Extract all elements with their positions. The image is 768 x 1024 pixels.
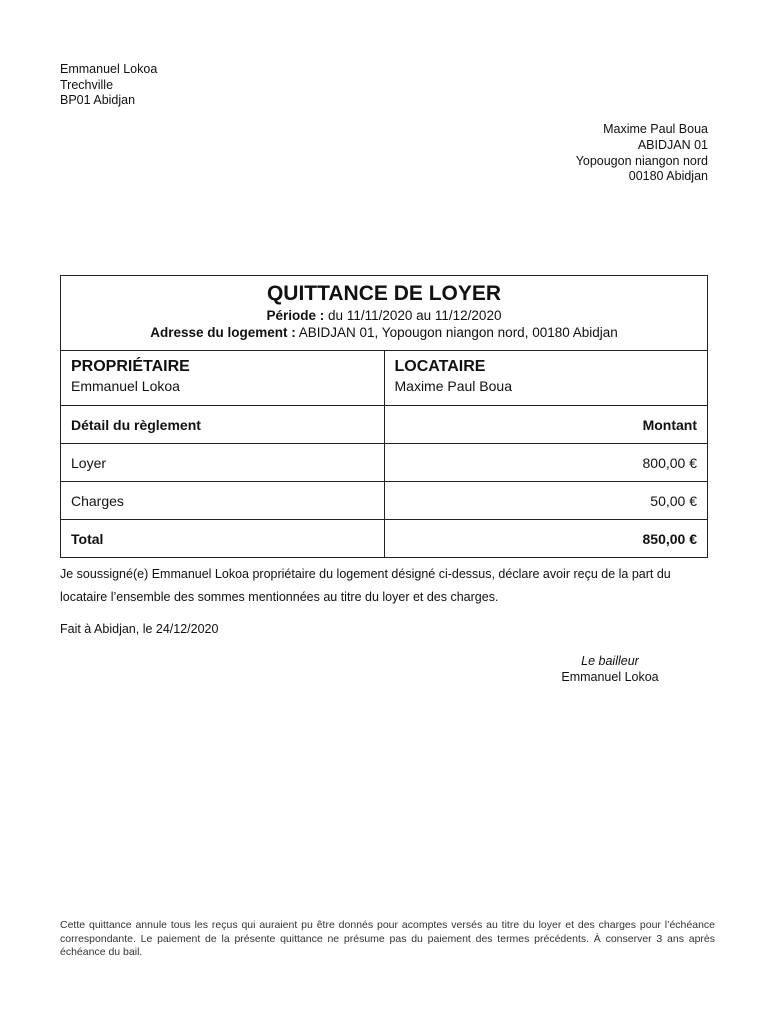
address-label: Adresse du logement : bbox=[150, 325, 296, 340]
owner-name: Emmanuel Lokoa bbox=[71, 378, 180, 394]
receipt-header-row bbox=[61, 276, 708, 351]
total-amount: 850,00 € bbox=[384, 520, 708, 558]
detail-column-header: Détail du règlement bbox=[61, 406, 385, 444]
recipient-address-line-3: 00180 Abidjan bbox=[628, 169, 708, 184]
owner-cell bbox=[61, 351, 385, 406]
line-label: Loyer bbox=[61, 444, 385, 482]
sender-address-line-1: Trechville bbox=[60, 77, 114, 92]
table-row bbox=[61, 444, 708, 482]
receipt-table bbox=[60, 275, 708, 558]
amount-column-header: Montant bbox=[384, 406, 708, 444]
payment-columns-row bbox=[61, 406, 708, 444]
table-row bbox=[61, 482, 708, 520]
total-label: Total bbox=[61, 520, 385, 558]
recipient-name: Maxime Paul Boua bbox=[603, 122, 708, 136]
property-address bbox=[69, 324, 699, 341]
recipient-address bbox=[576, 122, 708, 185]
receipt-statement: Je soussigné(e) Emmanuel Lokoa propriétaire du logement désigné ci-dessus, déclare avoir reçu de la part du locataire l’ensemble des sommes mentionnées au titre du loyer et des charges. bbox=[60, 567, 671, 604]
signature-role: Le bailleur bbox=[581, 654, 639, 668]
place-and-date: Fait à Abidjan, le 24/12/2020 bbox=[60, 622, 219, 636]
sender-address-line-2: BP01 Abidjan bbox=[60, 93, 136, 107]
line-amount: 800,00 € bbox=[384, 444, 708, 482]
sender-name: Emmanuel Lokoa bbox=[60, 62, 158, 76]
line-amount: 50,00 € bbox=[384, 482, 708, 520]
recipient-address-line-2: Yopougon niangon nord bbox=[575, 153, 708, 168]
recipient-address-line-1: ABIDJAN 01 bbox=[637, 137, 708, 152]
line-label: Charges bbox=[61, 482, 385, 520]
tenant-label: LOCATAIRE bbox=[394, 358, 486, 375]
tenant-name: Maxime Paul Boua bbox=[394, 378, 513, 394]
signature-name: Emmanuel Lokoa bbox=[561, 670, 659, 684]
parties-row bbox=[61, 351, 708, 406]
receipt-title: QUITTANCE DE LOYER bbox=[266, 282, 502, 305]
signature-block bbox=[550, 653, 670, 685]
period-label: Période : bbox=[266, 308, 325, 323]
receipt-header bbox=[61, 276, 708, 351]
address-value: ABIDJAN 01, Yopougon niangon nord, 00180 Abidjan bbox=[298, 325, 618, 340]
rental-period bbox=[69, 307, 699, 324]
tenant-cell bbox=[384, 351, 708, 406]
period-value: du 11/11/2020 au 11/12/2020 bbox=[328, 308, 502, 323]
total-row bbox=[61, 520, 708, 558]
sender-address bbox=[60, 62, 157, 109]
owner-label: PROPRIÉTAIRE bbox=[71, 358, 190, 375]
legal-footer-note: Cette quittance annule tous les reçus qui auraient pu être donnés pour acomptes versés au titre du loyer et des charges pour l’échéance correspondante. Le paiement de la présente quittance ne présume pas du paiement des termes précédents. À conserver 3 ans après échéance du bail. bbox=[60, 919, 715, 958]
